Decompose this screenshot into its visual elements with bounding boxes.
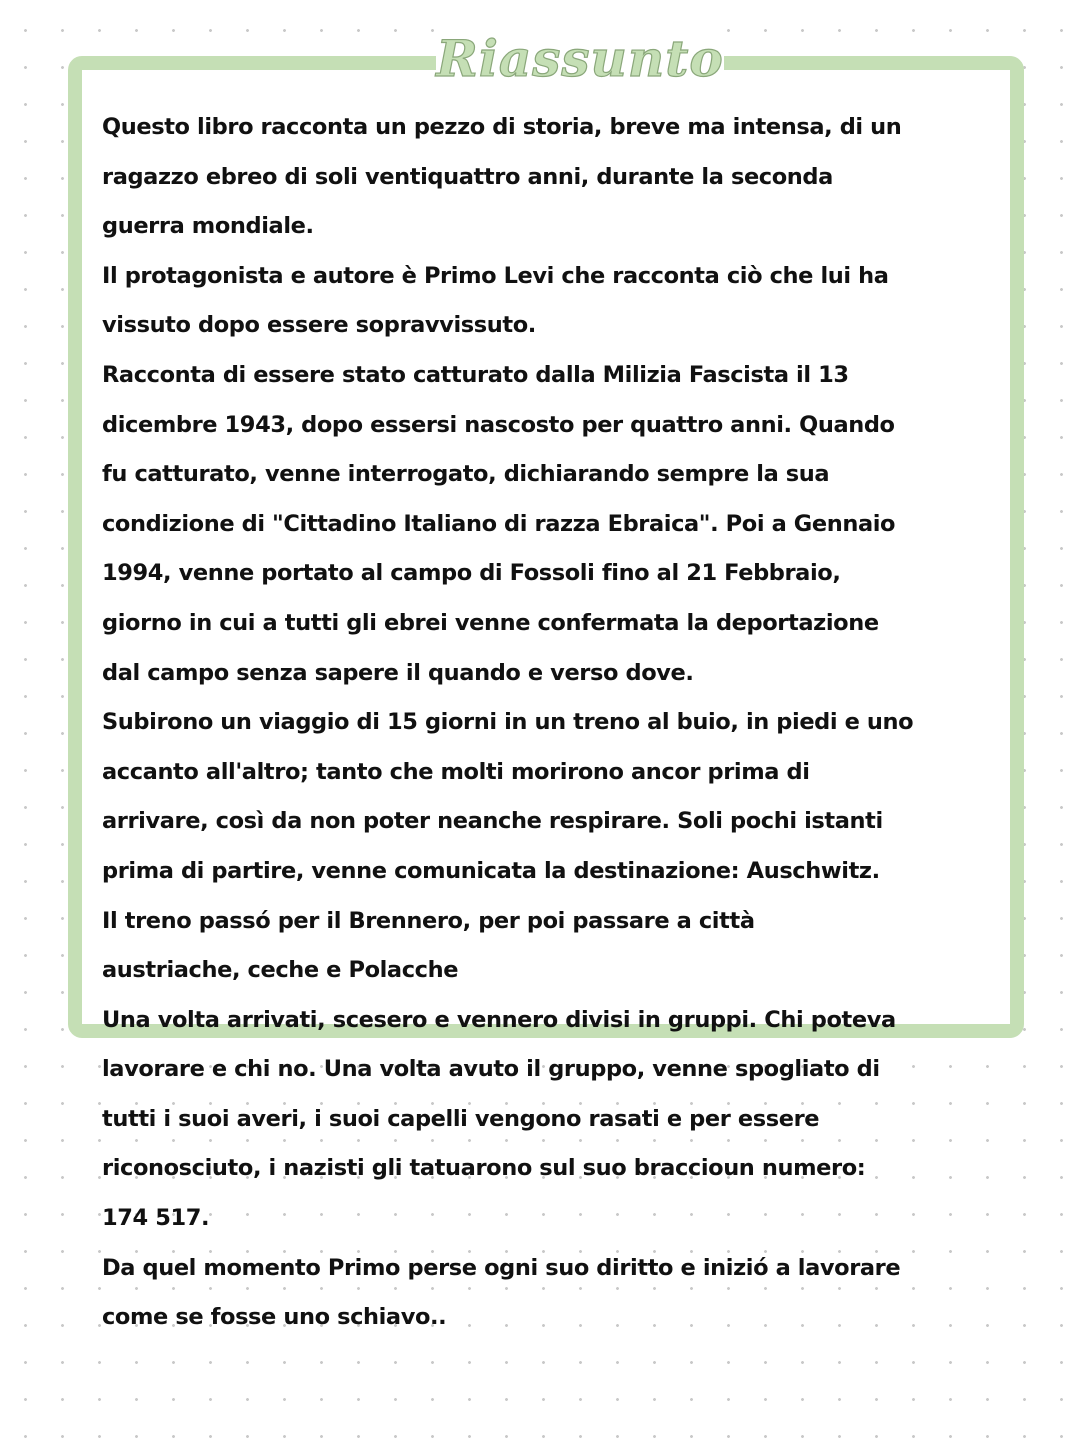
text-line: giorno in cui a tutti gli ebrei venne confermata la deportazione xyxy=(102,609,879,636)
title-banner xyxy=(436,26,724,92)
text-line: condizione di "Cittadino Italiano di razza Ebraica". Poi a Gennaio xyxy=(102,510,896,537)
text-line: dicembre 1943, dopo essersi nascosto per quattro anni. Quando xyxy=(102,411,895,438)
page-title: Riassunto xyxy=(436,29,724,88)
text-line: Subirono un viaggio di 15 giorni in un treno al buio, in piedi e uno xyxy=(102,709,914,736)
text-line: fu catturato, venne interrogato, dichiarando sempre la sua xyxy=(102,461,830,488)
text-line: austriache, ceche e Polacche xyxy=(102,957,459,984)
text-line: 174 517. xyxy=(102,1205,210,1232)
text-line: ragazzo ebreo di soli ventiquattro anni, durante la seconda xyxy=(102,163,833,190)
text-line: guerra mondiale. xyxy=(102,213,314,240)
text-line: accanto all'altro; tanto che molti morirono ancor prima di xyxy=(102,758,810,785)
text-line: riconosciuto, i nazisti gli tatuarono sul suo braccioun numero: xyxy=(102,1155,866,1182)
text-line: vissuto dopo essere sopravvissuto. xyxy=(102,312,536,339)
text-line: Il protagonista e autore è Primo Levi che racconta ciò che lui ha xyxy=(102,262,889,289)
text-line: lavorare e chi no. Una volta avuto il gruppo, venne spogliato di xyxy=(102,1056,880,1083)
text-line: prima di partire, venne comunicata la destinazione: Auschwitz. xyxy=(102,857,880,884)
text-line: 1994, venne portato al campo di Fossoli fino al 21 Febbraio, xyxy=(102,560,841,587)
text-line: Questo libro racconta un pezzo di storia, breve ma intensa, di un xyxy=(102,114,902,140)
text-line: Una volta arrivati, scesero e vennero divisi in gruppi. Chi poteva xyxy=(102,1006,896,1033)
text-line: dal campo senza sapere il quando e verso dove. xyxy=(102,659,694,686)
text-line: Il treno passó per il Brennero, per poi passare a città xyxy=(102,907,755,934)
summary-text xyxy=(102,103,1002,1343)
text-line: come se fosse uno schiavo.. xyxy=(102,1304,447,1331)
text-line: arrivare, così da non poter neanche respirare. Soli pochi istanti xyxy=(102,808,883,835)
text-line: Racconta di essere stato catturato dalla Milizia Fascista il 13 xyxy=(102,361,849,388)
text-line: Da quel momento Primo perse ogni suo diritto e inizió a lavorare xyxy=(102,1254,901,1281)
text-line: tutti i suoi averi, i suoi capelli vengono rasati e per essere xyxy=(102,1105,820,1132)
